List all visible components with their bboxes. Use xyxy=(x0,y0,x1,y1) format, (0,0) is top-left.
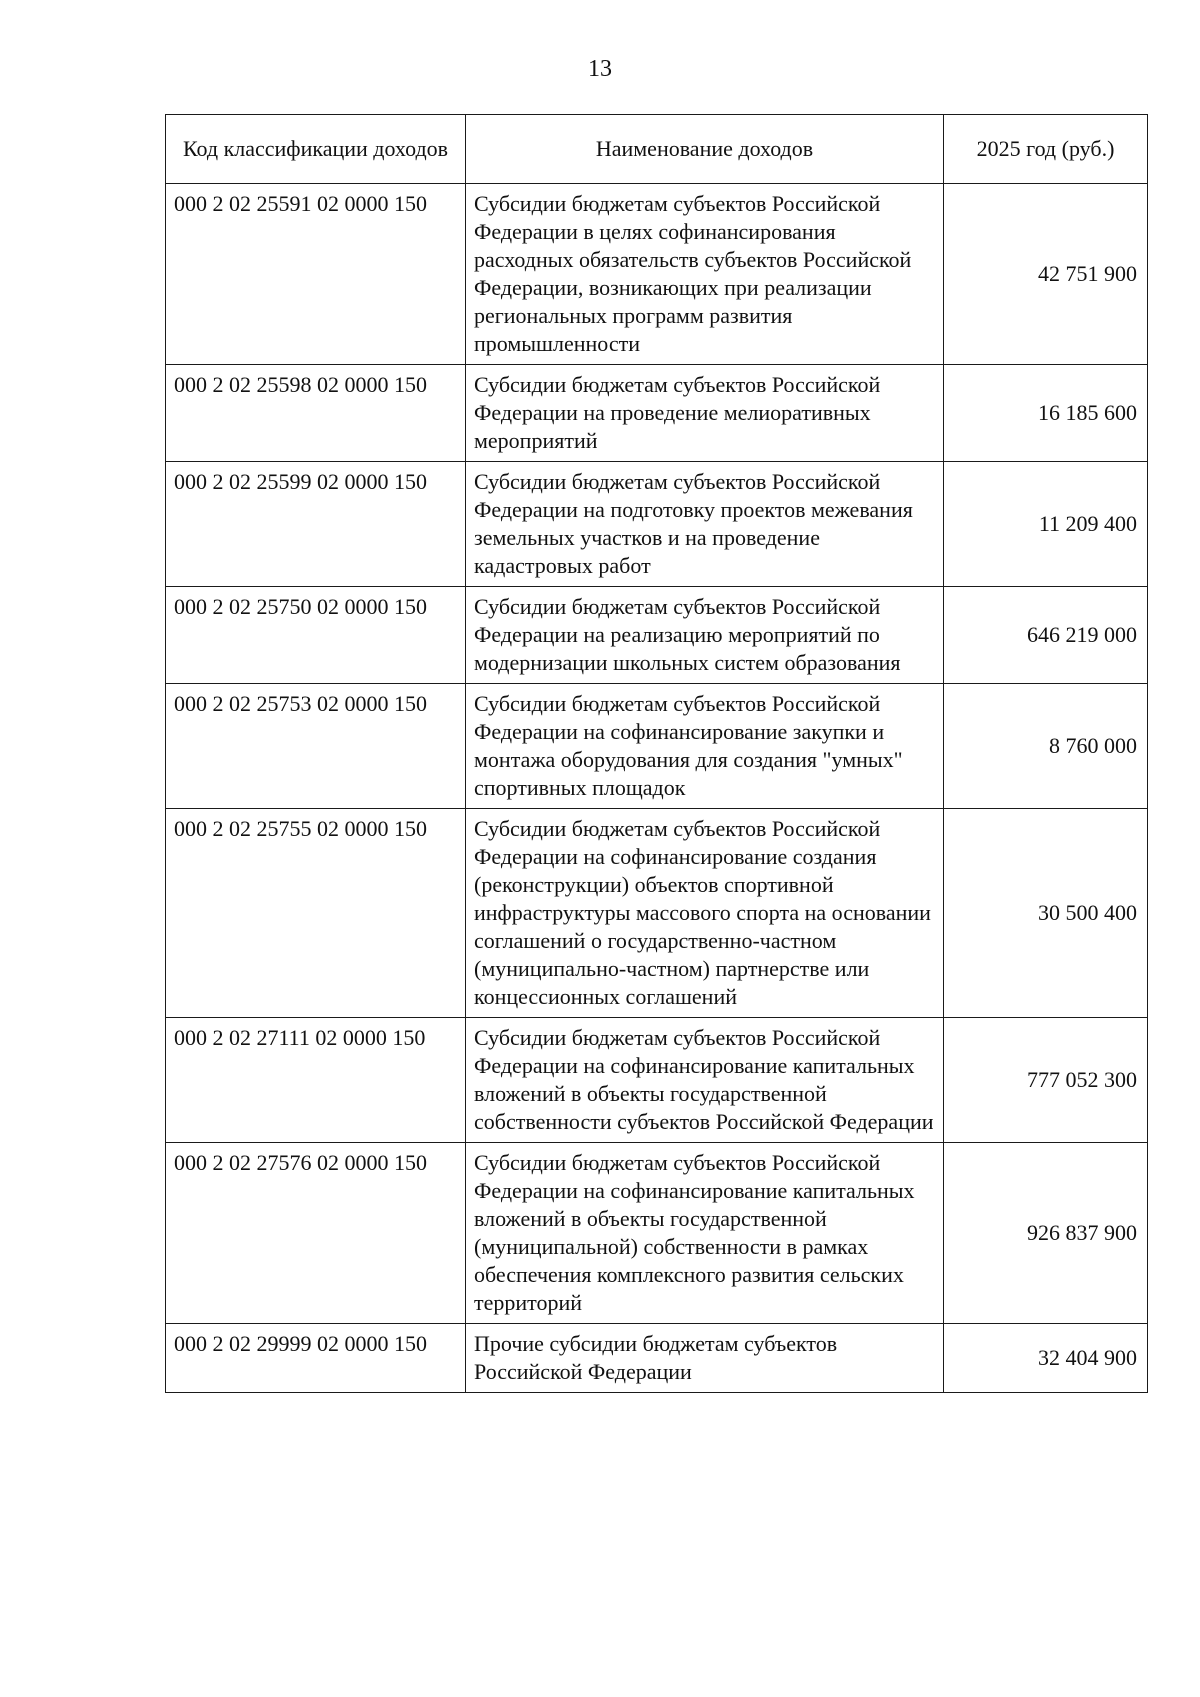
row-code: 000 2 02 25599 02 0000 150 xyxy=(166,462,466,587)
row-code: 000 2 02 25755 02 0000 150 xyxy=(166,809,466,1018)
table-row xyxy=(166,1018,1148,1143)
table-row xyxy=(166,684,1148,809)
row-name: Прочие субсидии бюджетам субъектов Российской Федерации xyxy=(466,1324,944,1393)
row-code: 000 2 02 27576 02 0000 150 xyxy=(166,1143,466,1324)
row-name: Субсидии бюджетам субъектов Российской Федерации на реализацию мероприятий по модернизации школьных систем образования xyxy=(466,587,944,684)
row-amount: 42 751 900 xyxy=(944,184,1148,365)
table-row xyxy=(166,587,1148,684)
row-code: 000 2 02 25598 02 0000 150 xyxy=(166,365,466,462)
row-name: Субсидии бюджетам субъектов Российской Федерации на софинансирование создания (реконструкции) объектов спортивной инфраструктуры массового спорта на основании соглашений о государственно-частном (муниципально-частном) партнерстве или концессионных соглашений xyxy=(466,809,944,1018)
row-name: Субсидии бюджетам субъектов Российской Федерации на проведение мелиоративных мероприятий xyxy=(466,365,944,462)
header-row xyxy=(166,115,1148,184)
row-amount: 16 185 600 xyxy=(944,365,1148,462)
page-number: 13 xyxy=(588,56,612,82)
row-amount: 8 760 000 xyxy=(944,684,1148,809)
row-code: 000 2 02 29999 02 0000 150 xyxy=(166,1324,466,1393)
revenue-table xyxy=(165,114,1148,1393)
row-amount: 11 209 400 xyxy=(944,462,1148,587)
header-name: Наименование доходов xyxy=(466,115,944,184)
row-amount: 30 500 400 xyxy=(944,809,1148,1018)
row-code: 000 2 02 27111 02 0000 150 xyxy=(166,1018,466,1143)
row-amount: 646 219 000 xyxy=(944,587,1148,684)
row-code: 000 2 02 25591 02 0000 150 xyxy=(166,184,466,365)
row-amount: 777 052 300 xyxy=(944,1018,1148,1143)
table-row xyxy=(166,184,1148,365)
table-row xyxy=(166,462,1148,587)
table-row xyxy=(166,365,1148,462)
row-name: Субсидии бюджетам субъектов Российской Федерации на софинансирование капитальных вложений в объекты государственной (муниципальной) собственности в рамках обеспечения комплексного развития сельских территорий xyxy=(466,1143,944,1324)
row-code: 000 2 02 25753 02 0000 150 xyxy=(166,684,466,809)
table-header xyxy=(166,115,1148,184)
table-body xyxy=(166,184,1148,1393)
row-amount: 32 404 900 xyxy=(944,1324,1148,1393)
header-amount: 2025 год (руб.) xyxy=(944,115,1148,184)
row-amount: 926 837 900 xyxy=(944,1143,1148,1324)
row-code: 000 2 02 25750 02 0000 150 xyxy=(166,587,466,684)
header-code: Код классификации доходов xyxy=(166,115,466,184)
row-name: Субсидии бюджетам субъектов Российской Федерации на софинансирование капитальных вложений в объекты государственной собственности субъектов Российской Федерации xyxy=(466,1018,944,1143)
row-name: Субсидии бюджетам субъектов Российской Федерации на софинансирование закупки и монтажа оборудования для создания "умных" спортивных площадок xyxy=(466,684,944,809)
table-row xyxy=(166,809,1148,1018)
row-name: Субсидии бюджетам субъектов Российской Федерации в целях софинансирования расходных обязательств субъектов Российской Федерации, возникающих при реализации региональных программ развития промышленности xyxy=(466,184,944,365)
table-row xyxy=(166,1324,1148,1393)
table-row xyxy=(166,1143,1148,1324)
row-name: Субсидии бюджетам субъектов Российской Федерации на подготовку проектов межевания земельных участков и на проведение кадастровых работ xyxy=(466,462,944,587)
